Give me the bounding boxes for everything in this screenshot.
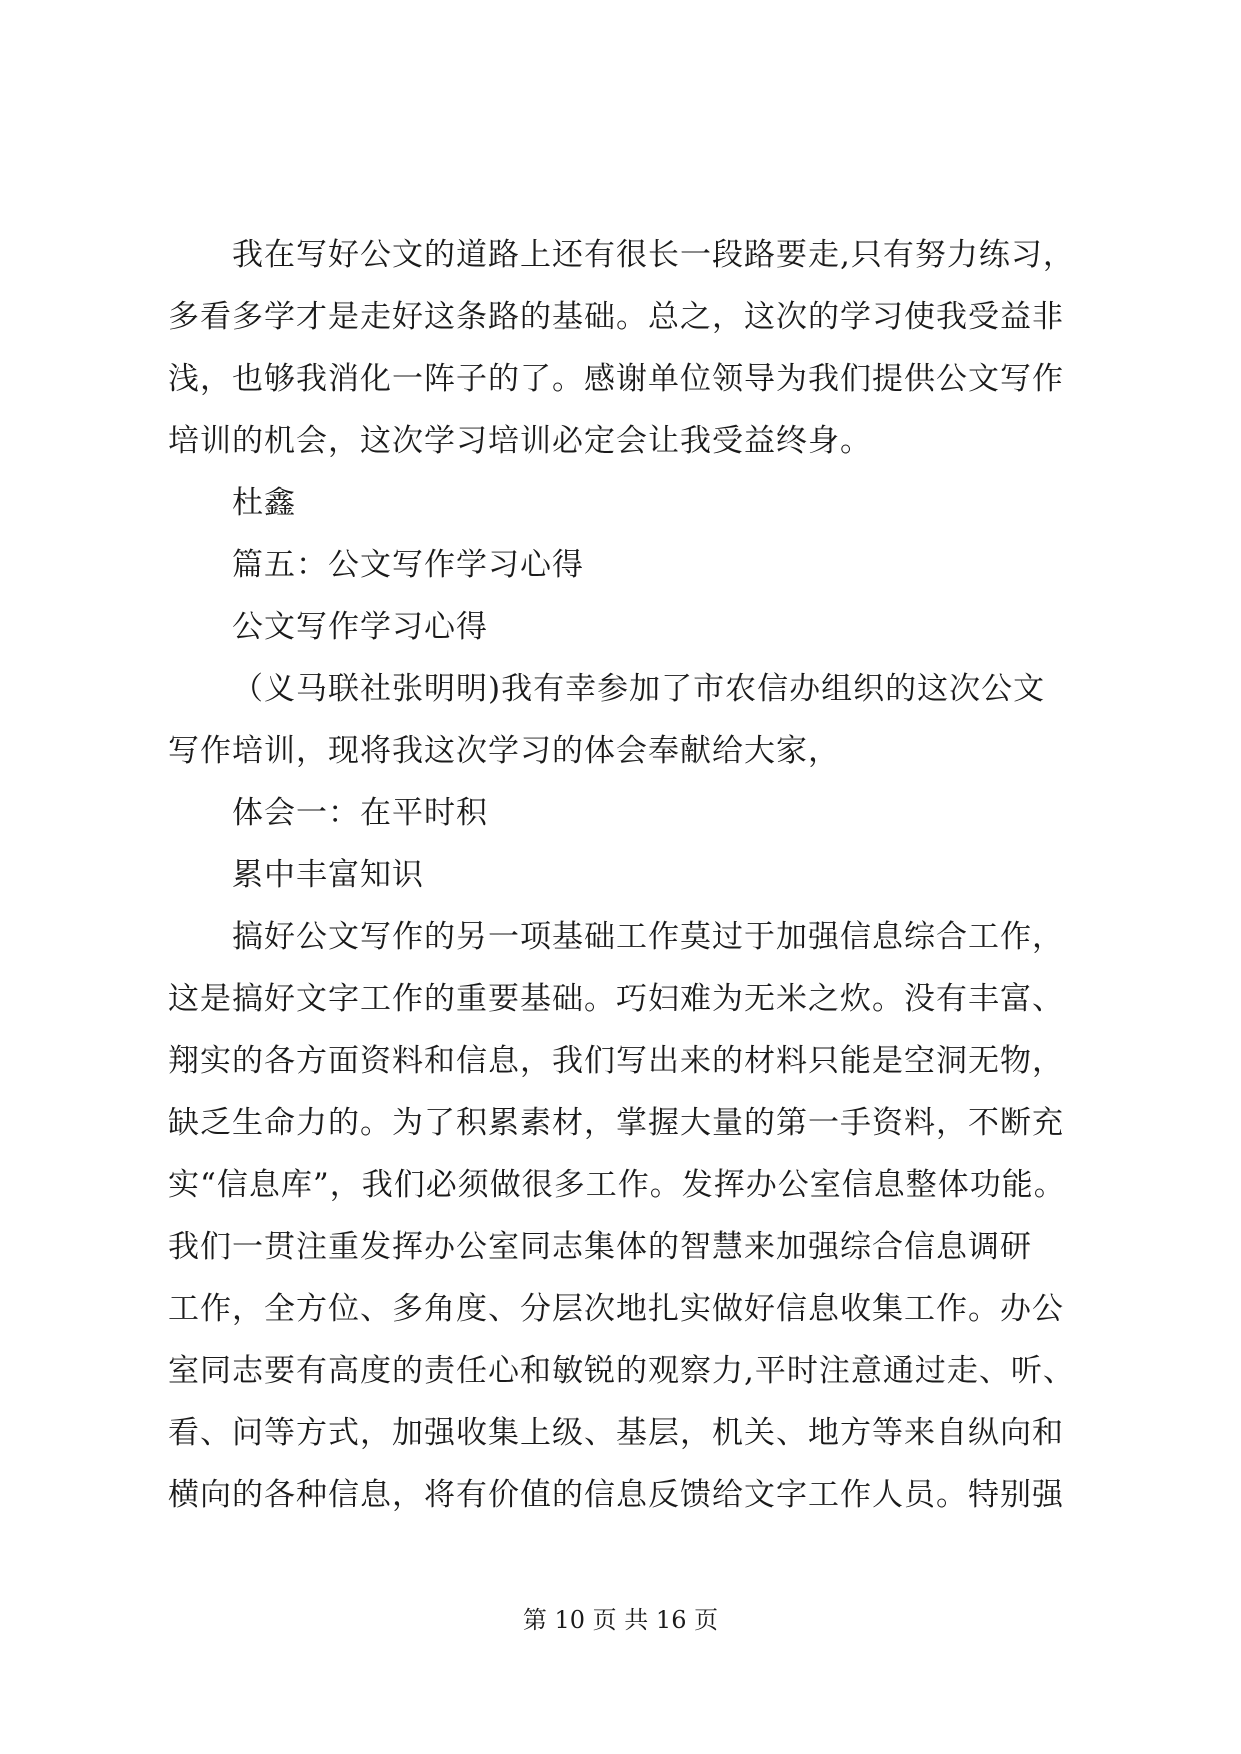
text-line: 搞好公文写作的另一项基础工作莫过于加强信息综合工作， <box>232 919 1064 955</box>
subheading: 累中丰富知识 <box>232 857 424 893</box>
text-line: 横向的各种信息，将有价值的信息反馈给文字工作人员。特别强 <box>168 1477 1064 1513</box>
text-line: 实“信息库”，我们必须做很多工作。发挥办公室信息整体功能。 <box>168 1167 1066 1203</box>
subheading: 体会一：在平时积 <box>232 795 488 831</box>
page-footer: 第 10 页 共 16 页 <box>522 1606 719 1634</box>
text-line: 翔实的各方面资料和信息，我们写出来的材料只能是空洞无物， <box>168 1043 1064 1079</box>
text-line: 培训的机会，这次学习培训必定会让我受益终身。 <box>168 423 872 459</box>
text-line: 这是搞好文字工作的重要基础。巧妇难为无米之炊。没有丰富、 <box>168 981 1064 1017</box>
text-line: 工作，全方位、多角度、分层次地扎实做好信息收集工作。办公 <box>168 1291 1064 1327</box>
text-line: （义马联社张明明)我有幸参加了市农信办组织的这次公文 <box>232 671 1046 707</box>
text-line: 多看多学才是走好这条路的基础。总之，这次的学习使我受益非 <box>168 299 1064 335</box>
text-line: 写作培训，现将我这次学习的体会奉献给大家， <box>168 733 840 769</box>
text-line: 我们一贯注重发挥办公室同志集体的智慧来加强综合信息调研 <box>168 1229 1032 1265</box>
text-line: 看、问等方式，加强收集上级、基层，机关、地方等来自纵向和 <box>168 1415 1064 1451</box>
text-line: 缺乏生命力的。为了积累素材，掌握大量的第一手资料，不断充 <box>168 1105 1064 1141</box>
text-line: 室同志要有高度的责任心和敏锐的观察力,平时注意通过走、听、 <box>168 1353 1075 1389</box>
text-line: 我在写好公文的道路上还有很长一段路要走,只有努力练习， <box>232 237 1075 273</box>
section-heading: 篇五：公文写作学习心得 <box>232 547 584 583</box>
article-title: 公文写作学习心得 <box>232 609 488 645</box>
signature-name: 杜鑫 <box>232 485 296 521</box>
text-line: 浅，也够我消化一阵子的了。感谢单位领导为我们提供公文写作 <box>168 361 1064 397</box>
document-body <box>168 224 1128 1526</box>
